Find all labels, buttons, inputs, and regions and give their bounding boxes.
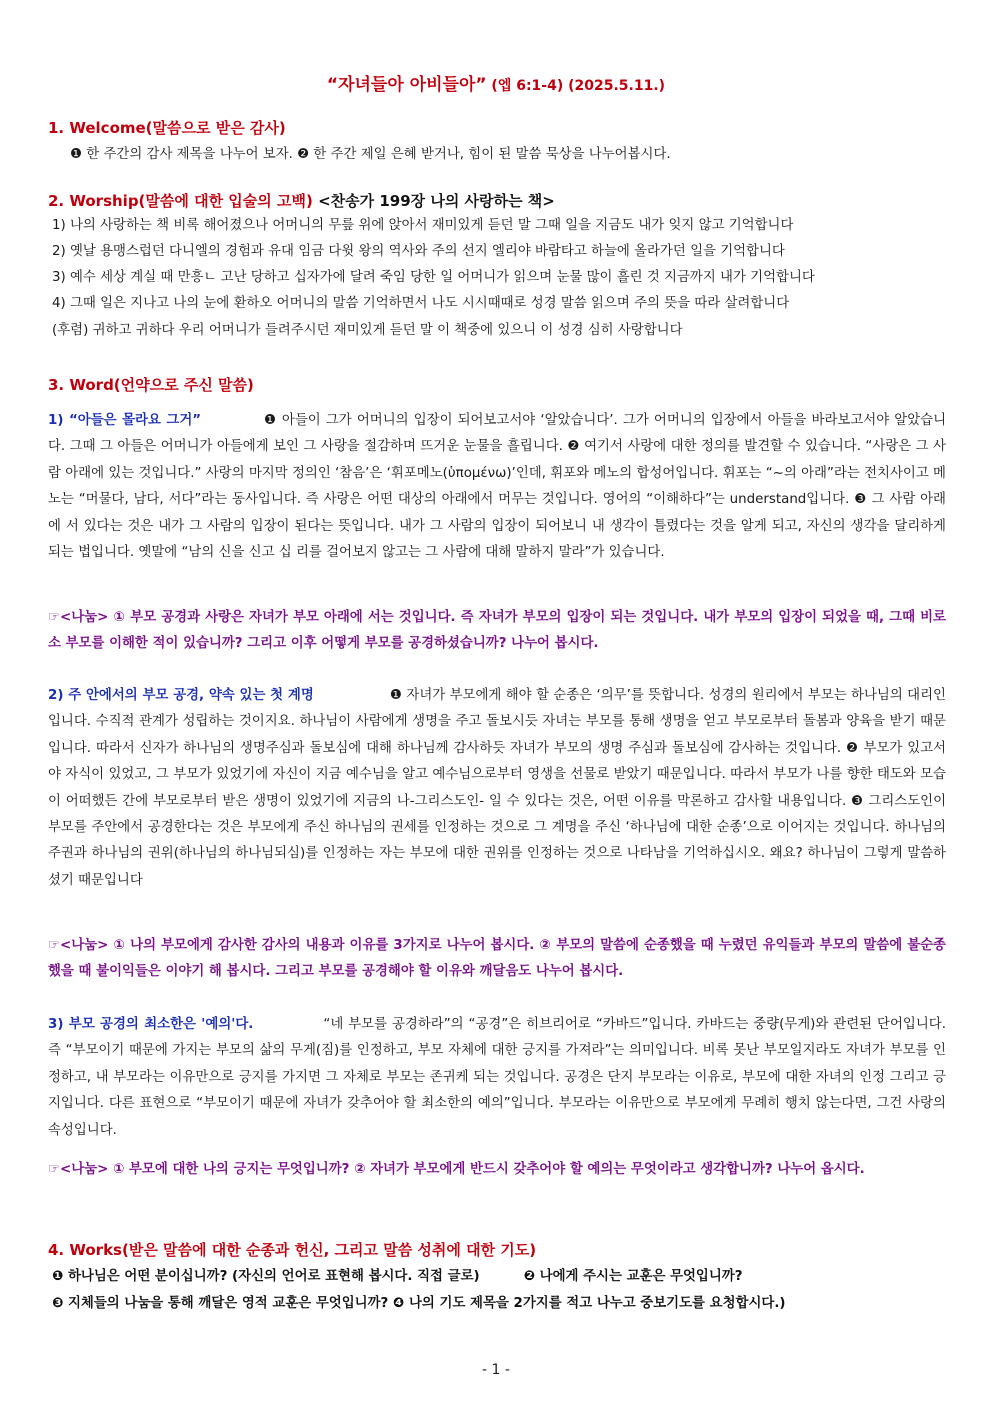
share-question-1: ☞<나눔> ① 부모 공경과 사랑은 자녀가 부모 아래에 서는 것입니다. 즉 자녀가 부모의 입장이 되는 것입니다. 내가 부모의 입장이 되었을 때, 그때 비로소 부모를 이해한 적이 있습니까? 그리고 이후 어떻게 부모를 공경하셨습니까? 나누어 봅시다. — [48, 610, 946, 652]
page-number: - 1 - — [482, 1362, 510, 1378]
subsection-1-body: ❶ 아들이 그가 어머니의 입장이 되어보고서야 ‘알았습니다’. 그가 어머니의 입장에서 아들을 바라보고서야 알았습니다. 그때 그 아들은 어머니가 아들에게 보인 그 사랑을 절감하며 뜨거운 눈물을 흘립니다. ❷ 여기서 사랑에 대한 정의를 발견할 수 있습니다. “사랑은 그 사람 아래에 있는 것입니다.” 사랑의 마지막 정의인 ‘참음’은 ‘휘포메노(ὑπομένω)’인데, 휘포와 메노의 합성어입니다. 휘포는 “~의 아래”라는 전치사이고 메노는 “머물다, 남다, 서다”라는 동사입니다. 즉 사랑은 어떤 대상의 아래에서 머무는 것입니다. 영어의 “이해하다”는 understand입니다. ❸ 그 사람 아래에 서 있다는 것은 내가 그 사람의 입장이 된다는 뜻입니다. 내가 그 사람의 입장이 되어보니 내 생각이 틀렸다는 것을 알게 되고, 자신의 생각을 달리하게 되는 법입니다. 옛말에 “남의 신을 신고 십 리를 걸어보지 않고는 그 사람에 대해 말하지 말라”가 있습니다. — [48, 413, 946, 561]
section-worship-heading — [48, 190, 555, 211]
word-paragraph-1 — [48, 408, 946, 566]
works-question-4: ❹ 나의 기도 제목을 2가지를 적고 나누고 중보기도를 요청합시다.) — [388, 1296, 786, 1311]
section-works-heading: 4. Works(받은 말씀에 대한 순종과 헌신, 그리고 말씀 성취에 대한 기도) — [48, 1241, 537, 1259]
title-main: “자녀들아 아비들아” — [326, 75, 487, 95]
section-welcome-heading: 1. Welcome(말씀으로 받은 감사) — [48, 119, 286, 137]
subsection-2-title: 2) 주 안에서의 부모 공경, 약속 있는 첫 계명 — [48, 688, 314, 703]
works-questions-row-2 — [52, 1291, 952, 1317]
works-question-2: ❷ 나에게 주시는 교훈은 무엇입니까? — [523, 1269, 743, 1284]
word-paragraph-3 — [48, 1012, 946, 1144]
works-question-1: ❶ 하나님은 어떤 분이십니까? (자신의 언어로 표현해 봅시다. 직접 글로) — [52, 1269, 480, 1284]
subsection-2-body: ❶ 자녀가 부모에게 해야 할 순종은 ‘의무’를 뜻합니다. 성경의 원리에서 부모는 하나님의 대리인입니다. 수직적 관계가 성립하는 것이지요. 하나님이 사람에게 생명을 주고 돌보시듯 자녀는 부모를 통해 생명을 얻고 부모로부터 돌봄과 양육을 받기 때문입니다. 따라서 신자가 하나님의 생명주심과 돌보심에 대해 하나님께 감사하듯 자녀가 부모의 생명 주심과 돌보심에 감사하는 것입니다. ❷ 부모가 있고서야 자식이 있었고, 그 부모가 있었기에 자신이 지금 예수님을 알고 예수님으로부터 영생을 선물로 받았기 때문입니다. 따라서 부모가 나를 향한 태도와 모습이 어떠했든 간에 부모로부터 받은 생명이 있었기에 지금의 나-그리스도인- 일 수 있다는 것은, 어떤 이유를 막론하고 감사할 내용입니다. ❸ 그리스도인이 부모를 주안에서 공경한다는 것은 부모에게 주신 하나님의 권세를 인정하는 것으로 그 계명을 주신 ‘하나님에 대한 순종’으로 이어지는 것입니다. 하나님의 주권과 하나님의 권위(하나님의 하나님되심)를 인정하는 자는 부모에 대한 권위를 인정하는 것으로 나타남을 기억하십시오. 왜요? 하나님이 그렇게 말씀하셨기 때문입니다 — [48, 688, 946, 888]
works-question-3: ❸ 지체들의 나눔을 통해 깨달은 영적 교훈은 무엇입니까? — [52, 1296, 389, 1311]
page-title — [0, 70, 992, 95]
hymn-chorus: (후렴) 귀하고 귀하다 우리 어머니가 들려주시던 재미있게 듣던 말 이 책중에 있으니 이 성경 심히 사랑합니다 — [52, 323, 683, 338]
hymn-verse-3: 3) 예수 세상 계실 때 만흥ㄴ 고난 당하고 십자가에 달려 죽임 당한 일 어머니가 읽으며 눈물 많이 흘린 것 지금까지 내가 기억합니다 — [52, 270, 815, 285]
title-reference: (엡 6:1-4) (2025.5.11.) — [486, 78, 666, 94]
subsection-1-title: 1) “아들은 몰라요 그거” — [48, 413, 202, 428]
share-question-3: ☞<나눔> ① 부모에 대한 나의 긍지는 무엇입니까? ② 자녀가 부모에게 반드시 갖추어야 할 예의는 무엇이라고 생각합니까? 나누어 옵시다. — [48, 1162, 865, 1177]
hymn-verse-2: 2) 옛날 용맹스럽던 다니엘의 경험과 유대 임금 다윗 왕의 역사와 주의 선지 엘리야 바람타고 하늘에 올라가던 일을 기억합니다 — [52, 244, 785, 259]
hymn-verse-1: 1) 나의 사랑하는 책 비록 해어졌으나 어머니의 무릎 위에 앉아서 재미있게 듣던 말 그때 일을 지금도 내가 잊지 않고 기억합니다 — [52, 218, 794, 233]
welcome-line: ❶ 한 주간의 감사 제목을 나누어 보자. ❷ 한 주간 제일 은혜 받거나, 힘이 된 말씀 묵상을 나누어봅시다. — [70, 147, 671, 162]
hymn-title: <찬송가 199장 나의 사랑하는 책> — [312, 192, 555, 210]
hymn-verse-4: 4) 그때 일은 지나고 나의 눈에 환하오 어머니의 말씀 기억하면서 나도 시시때때로 성경 말씀 읽으며 주의 뜻을 따라 살려합니다 — [52, 296, 790, 311]
section-word-heading: 3. Word(언약으로 주신 말씀) — [48, 376, 254, 394]
word-paragraph-2 — [48, 683, 946, 894]
worship-heading-text: 2. Worship(말씀에 대한 입술의 고백) — [48, 192, 313, 210]
works-questions-row-1 — [52, 1264, 952, 1290]
subsection-3-title: 3) 부모 공경의 최소한은 '예의'다. — [48, 1017, 254, 1032]
subsection-3-body: “네 부모를 공경하라”의 “공경”은 히브리어로 “카바드”입니다. 카바드는 중량(무게)와 관련된 단어입니다. 즉 “부모이기 때문에 가지는 부모의 삶의 무게(짐)를 인정하고, 부모 자체에 대한 긍지를 가져라”는 의미입니다. 비록 못난 부모일지라도 자녀가 부모를 인정하고, 내 부모라는 이유만으로 긍지를 가지면 그 자체로 부모는 존귀케 되는 것입니다. 공경은 단지 부모라는 이유로, 부모에 대한 자녀의 인정 그리고 긍지입니다. 다른 표현으로 “부모이기 때문에 자녀가 갖추어야 할 최소한의 예의”입니다. 부모라는 이유만으로 부모에게 무례히 행치 않는다면, 그건 사랑의 속성입니다. — [48, 1017, 946, 1138]
share-question-2: ☞<나눔> ① 나의 부모에게 감사한 감사의 내용과 이유를 3가지로 나누어 봅시다. ② 부모의 말씀에 순종했을 때 누렸던 유익들과 부모의 말씀에 불순종했을 때 불이익들은 이야기 해 봅시다. 그리고 부모를 공경해야 할 이유와 깨달음도 나누어 봅시다. — [48, 938, 946, 980]
